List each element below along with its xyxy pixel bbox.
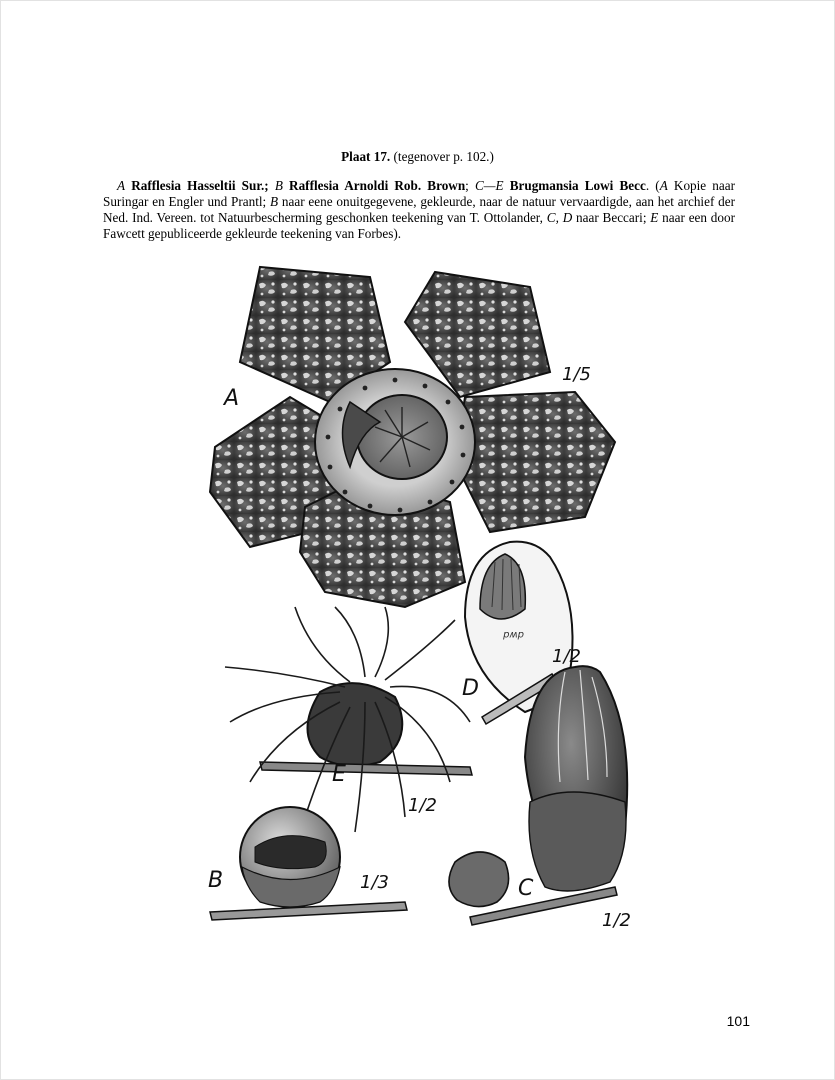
caption-source-e: naar een door Fawcett gepubliceerde gekleurde teekening van Forbes). — [103, 210, 735, 241]
caption-species-ce: Brugmansia Lowi Becc — [503, 178, 646, 193]
caption-sep: ; — [465, 178, 475, 193]
caption-species-a: Rafflesia Hasseltii Sur.; — [125, 178, 269, 193]
brugmansia-closed-bud — [449, 666, 627, 925]
scale-label-d: 1/2 — [552, 646, 581, 667]
scale-label-a: 1/5 — [562, 364, 591, 385]
scale-label-e: 1/2 — [408, 795, 437, 816]
scale-label-b: 1/3 — [360, 872, 389, 893]
plate-number: Plaat 17. — [341, 149, 391, 164]
caption-source-a: Kopie naar Suringar en Engler und Prantl; — [103, 178, 735, 209]
bud-bracts — [529, 792, 626, 891]
flower-body — [308, 683, 403, 766]
figure-label-d: D — [462, 676, 479, 701]
rafflesia-arnoldi-bud — [210, 807, 407, 920]
caption-ref-cd: C, D — [546, 210, 573, 225]
flower-stalk — [260, 762, 472, 775]
page-number: 101 — [726, 1013, 750, 1029]
caption-source-b: naar eene onuitgegevene, gekleurde, naar de natuur vervaardigde, aan het archief der Ned. Ind. Vereen. tot Natuurbescherming geschonken teekening van T. Ottolander, — [103, 194, 735, 225]
caption-source-cd: naar Beccari; — [572, 210, 651, 225]
figure-label-c: C — [518, 876, 534, 901]
bud-inscription: dwd — [503, 629, 524, 640]
rafflesia-hasseltii-flower — [210, 267, 615, 607]
plate-caption — [103, 178, 735, 242]
figure-label-b: B — [208, 868, 224, 893]
figure-label-a: A — [224, 386, 240, 411]
caption-fig-b: B — [268, 178, 283, 193]
caption-fig-a: A — [117, 178, 126, 193]
caption-fig-ce: C—E — [475, 178, 504, 193]
plate-reference: (tegenover p. 102.) — [390, 149, 494, 164]
caption-sep: . ( — [645, 178, 660, 193]
botanical-plate-figure — [190, 262, 640, 942]
small-bud — [449, 852, 509, 907]
petal-right — [455, 392, 615, 532]
plate-title — [0, 149, 835, 165]
caption-ref-a: A — [659, 178, 668, 193]
scale-label-c: 1/2 — [602, 910, 631, 931]
caption-ref-b: B — [270, 194, 279, 209]
figure-label-e: E — [332, 762, 346, 787]
caption-ref-e: E — [650, 210, 659, 225]
caption-species-b: Rafflesia Arnoldi Rob. Brown — [282, 178, 466, 193]
